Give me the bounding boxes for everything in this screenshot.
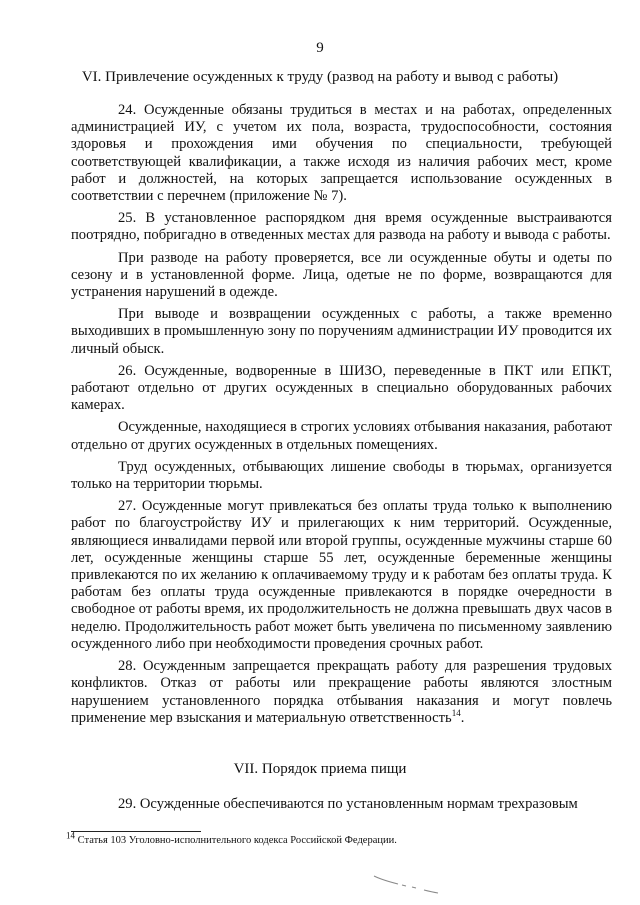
paragraph-27: 27. Осужденные могут привлекаться без оплаты труда только к выполнению работ по благоустройству ИУ и прилегающих к ним территорий. Осужденные, являющиеся инвалидами первой или второй группы, осужденные мужчины старше 60 лет, осужденные женщины старше 55 лет, осужденные беременные женщины привлекаются по их желанию к оплачиваемому труду и к работам без оплаты труда. К работам без оплаты труда осужденные привлекаются в порядке очередности в свободное от работы время, их продолжительность не должна превышать двух часов в неделю. Продолжительность работ может быть увеличена по письменному заявлению осужденного либо при необходимости проведения срочных работ. <box>71 498 612 652</box>
paragraph-25-search: При выводе и возвращении осужденных с работы, а также временно выходивших в промышленную зону по поручениям администрации ИУ проводится их личный обыск. <box>71 306 612 357</box>
paragraph-24: 24. Осужденные обязаны трудиться в местах и на работах, определенных администрацией ИУ, с учетом их пола, возраста, трудоспособности, состояния здоровья и прохождения ими обучения по специальности, требующей соответствующей квалификации, а также исходя из наличия рабочих мест, кроме работ и должностей, на которых запрещается использование осужденных в соответствии с перечнем (приложение № 7). <box>71 102 612 205</box>
footnote-divider <box>71 831 201 832</box>
paragraph-25: 25. В установленное распорядком дня время осужденные выстраиваются поотрядно, побригадно в отведенных местах для развода на работу и вывода с работы. <box>71 210 612 244</box>
paragraph-26-prison: Труд осужденных, отбывающих лишение свободы в тюрьмах, организуется только на территории тюрьмы. <box>71 458 612 493</box>
footnote-ref[interactable]: 14 <box>451 707 461 718</box>
paragraph-28-end: . <box>460 709 465 726</box>
paragraph-26-strict: Осужденные, находящиеся в строгих условиях отбывания наказания, работают отдельно от других осужденных в отдельных помещениях. <box>71 419 612 453</box>
paragraph-26: 26. Осужденные, водворенные в ШИЗО, переведенные в ПКТ или ЕПКТ, работают отдельно от других осужденных в специально оборудованных рабочих камерах. <box>71 362 612 414</box>
footnote-number: 14 <box>66 830 75 841</box>
footnote-text: Статья 103 Уголовно-исполнительного кодекса Российской Федерации. <box>75 835 397 846</box>
paragraph-28 <box>71 658 612 727</box>
section-heading-7: VII. Порядок приема пищи <box>233 761 407 777</box>
paragraph-28-text: 28. Осужденным запрещается прекращать работу для разрешения трудовых конфликтов. Отказ от работы или прекращение работы являются злостным нарушением установленного порядка отбывания наказания и могут повлечь применение мер взыскания и материальную ответственность <box>71 658 612 726</box>
section-heading-6: VI. Привлечение осужденных к труду (развод на работу и вывод с работы) <box>81 69 559 85</box>
section-6-body <box>71 102 612 732</box>
paragraph-29: 29. Осужденные обеспечиваются по установленным нормам трехразовым <box>118 796 578 812</box>
scan-artifact-mark <box>372 868 442 894</box>
paragraph-25-divorce: При разводе на работу проверяется, все ли осужденные обуты и одеты по сезону и в установленной форме. Лица, одетые не по форме, возвращаются для устранения нарушений в одежде. <box>71 249 612 301</box>
footnote <box>66 830 612 847</box>
page-number: 9 <box>316 40 324 56</box>
